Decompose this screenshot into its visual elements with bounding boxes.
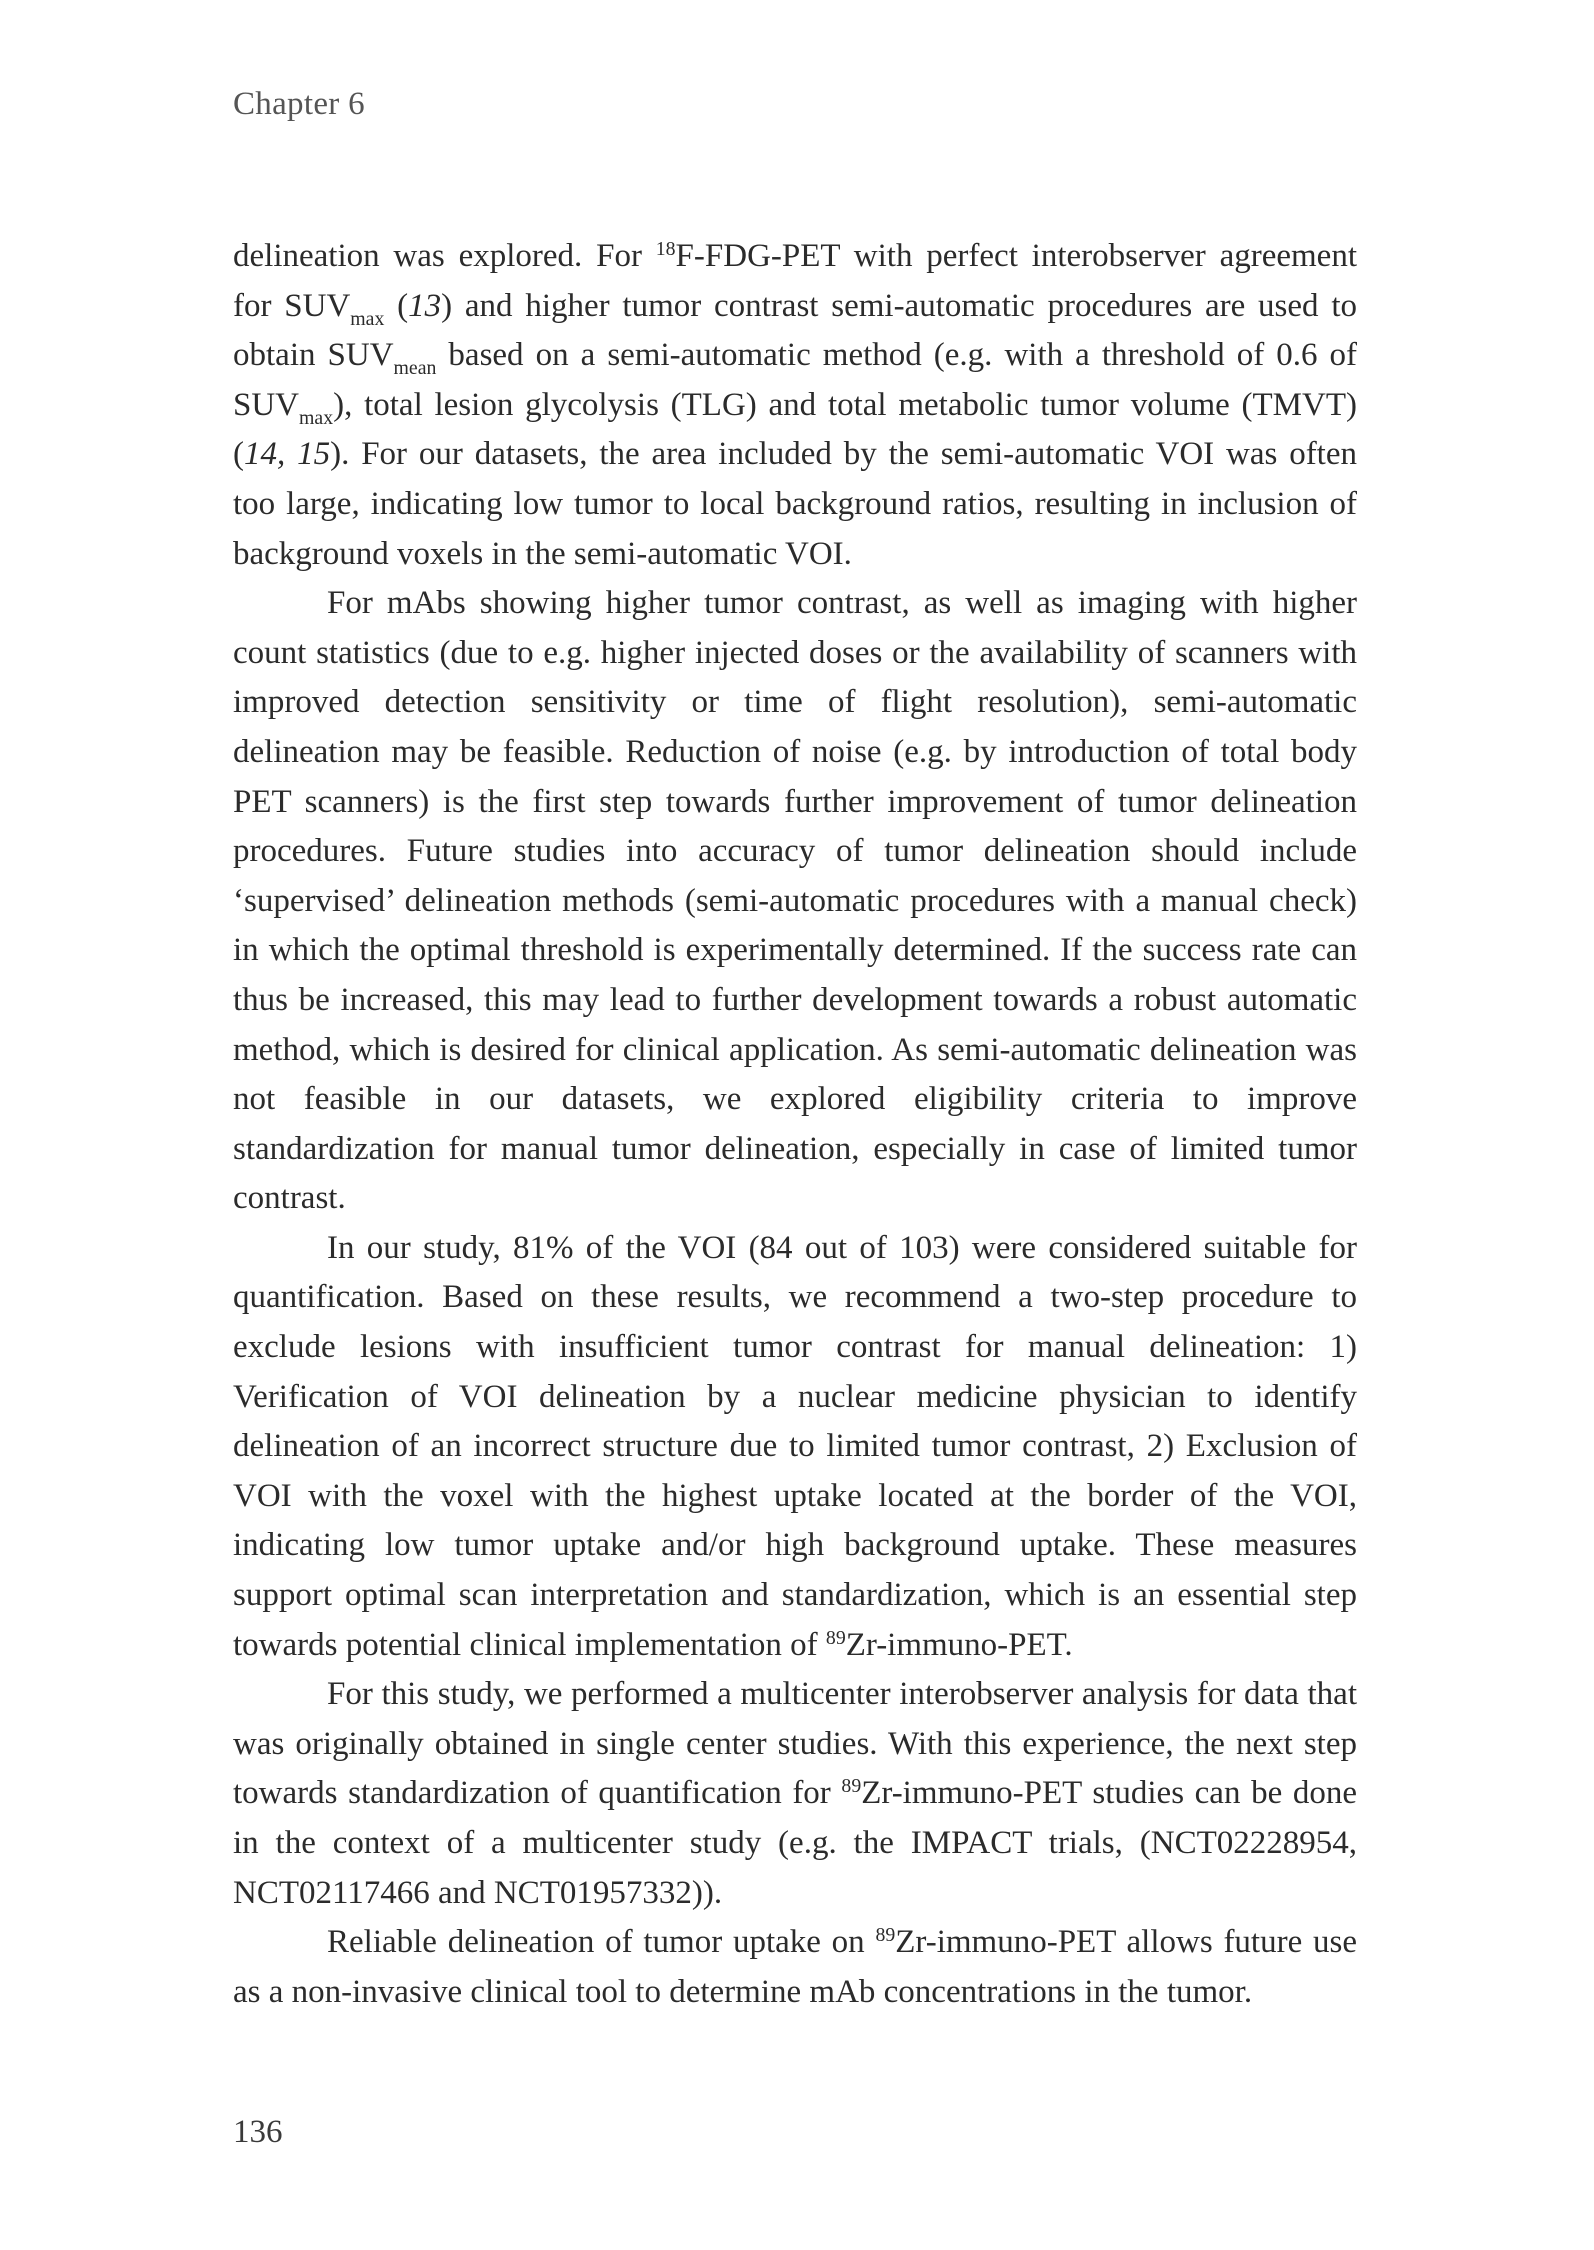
text-run: based on a semi-automatic method (e.g. with a threshold of 0.6 of SUV	[233, 337, 1358, 423]
paragraph-5	[233, 1918, 1357, 2017]
isotope-superscript: 89	[825, 1626, 846, 1649]
isotope-superscript: 89	[841, 1775, 862, 1798]
paragraph-1	[233, 232, 1357, 579]
text-run: Reliable delineation of tumor uptake on	[327, 1924, 876, 1961]
text-run: ) and higher tumor contrast semi-automatic procedures are used to obtain SUV	[233, 287, 1357, 374]
text-run: ). For our datasets, the area included by the semi-automatic VOI was often too large, indicating low tumor to local background ratios, resulting in inclusion of background voxels in the semi-automatic VOI.	[233, 436, 1357, 572]
isotope-superscript: 89	[875, 1924, 896, 1947]
paragraph-3	[233, 1224, 1357, 1670]
running-header: Chapter 6	[233, 86, 365, 122]
paragraph-4	[233, 1670, 1357, 1918]
text-run: ), total lesion glycolysis (TLG) and total metabolic tumor volume (TMVT) (	[233, 386, 1357, 473]
subscript: max	[299, 406, 334, 429]
text-run: For this study, we performed a multicenter interobserver analysis for data that was originally obtained in single center studies. With this experience, the next step towards standardization of quantification for	[233, 1676, 1357, 1812]
citation: 13	[408, 287, 442, 324]
text-run: F-FDG-PET with perfect interobserver agreement for SUV	[233, 238, 1357, 324]
page-number: 136	[233, 2114, 283, 2150]
text-run: In our study, 81% of the VOI (84 out of 103) were considered suitable for quantification. Based on these results, we recommend a two-step procedure to exclude lesions with insufficient tumor contrast for manual delineation: 1) Verification of VOI delineation by a nuclear medicine physician to identify delineation of an incorrect structure due to limited tumor contrast, 2) Exclusion of VOI with the voxel with the highest uptake located at the border of the VOI, indicating low tumor uptake and/or high background uptake. These measures support optimal scan interpretation and standardization, which is an essential step towards potential clinical implementation of	[233, 1229, 1357, 1663]
text-run: delineation was explored. For	[233, 238, 656, 274]
text-run: (	[384, 287, 409, 324]
body-text	[233, 232, 1357, 2017]
paragraph-2: For mAbs showing higher tumor contrast, as well as imaging with higher count statistics (due to e.g. higher injected doses or the availability of scanners with improved detection sensitivity or time of flight resolution), semi-automatic delineation may be feasible. Reduction of noise (e.g. by introduction of total body PET scanners) is the first step towards further improvement of tumor delineation procedures. Future studies into accuracy of tumor delineation should include ‘supervised’ delineation methods (semi-automatic procedures with a manual check) in which the optimal threshold is experimentally determined. If the success rate can thus be increased, this may lead to further development towards a robust automatic method, which is desired for clinical application. As semi-automatic delineation was not feasible in our datasets, we explored eligibility criteria to improve standardization for manual tumor delineation, especially in case of limited tumor contrast.	[233, 585, 1357, 1217]
subscript: mean	[393, 357, 437, 380]
text-run: Zr-immuno-PET studies can be done in the context of a multicenter study (e.g. the IMPACT trials, (NCT02228954, NCT02117466 and NCT01957332)).	[233, 1775, 1357, 1911]
text-run: Zr-immuno-PET allows future use as a non-invasive clinical tool to determine mAb concentrations in the tumor.	[233, 1924, 1357, 2010]
text-run: Zr-immuno-PET.	[845, 1626, 1073, 1663]
citation: 14, 15	[244, 436, 331, 473]
isotope-superscript: 18	[655, 238, 676, 261]
subscript: max	[350, 307, 385, 330]
